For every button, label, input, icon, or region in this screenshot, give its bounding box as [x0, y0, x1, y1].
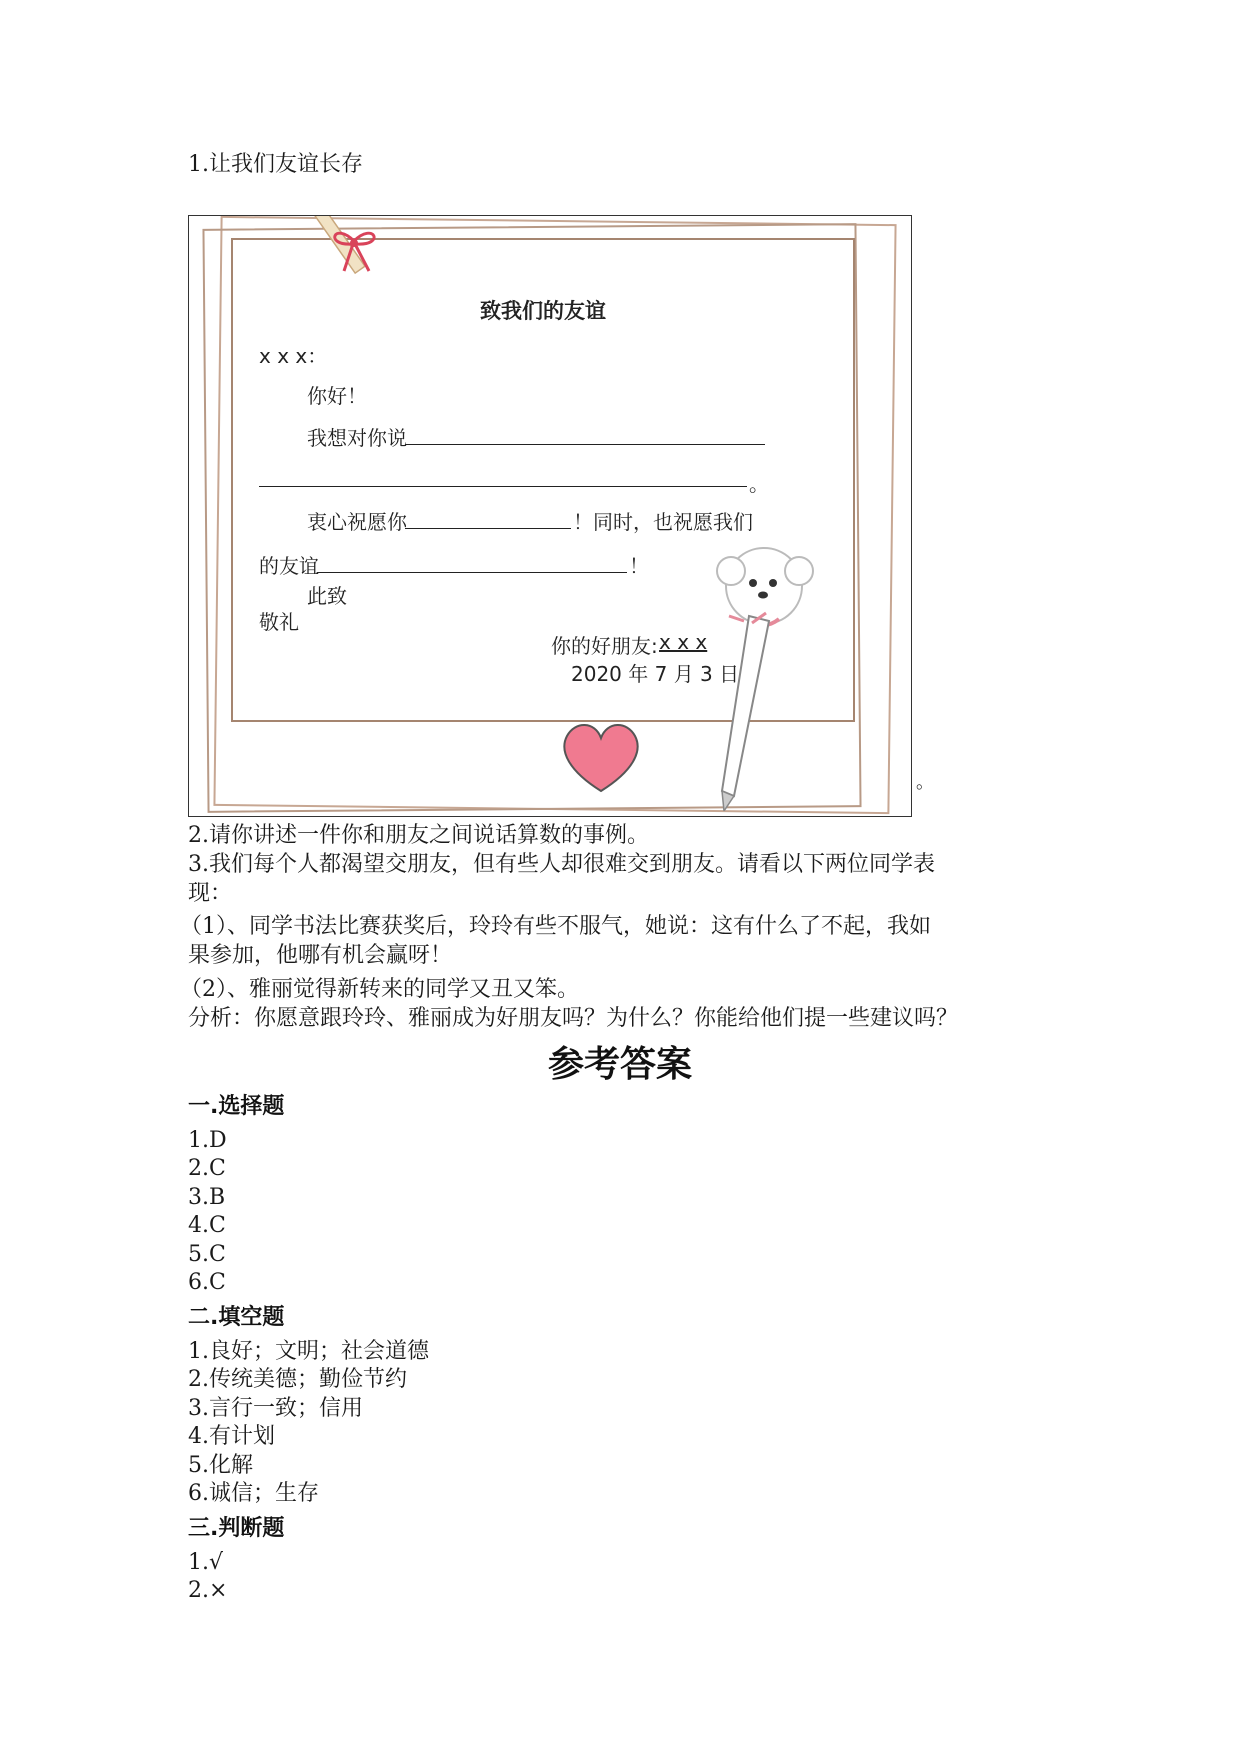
- section-2-answer: 2.传统美德；勤俭节约: [188, 1367, 407, 1392]
- pencil-icon: [704, 611, 784, 811]
- friendship-blank-line: [317, 572, 627, 573]
- section-3-answer: 2.×: [188, 1578, 228, 1603]
- signature-label: 你的好朋友:: [551, 634, 658, 658]
- letter-card-illustration: [188, 215, 912, 817]
- friendship-end-mark: ！: [629, 554, 649, 578]
- section-3-heading: 三.判断题: [188, 1516, 285, 1541]
- section-1-heading: 一.选择题: [188, 1094, 285, 1119]
- say-blank-line: [405, 444, 765, 445]
- section-1-answer: 6.C: [188, 1270, 226, 1295]
- letter-wish-mid: ！同时，也祝愿我们: [573, 510, 753, 534]
- heart-icon: [559, 716, 644, 796]
- say-blank-line-2: [259, 486, 747, 487]
- question-3-case-1-line-2: 果参加，他哪有机会赢呀！: [188, 943, 453, 968]
- letter-greeting: 你好！: [307, 384, 367, 408]
- question-2: 2.请你讲述一件你和朋友之间说话算数的事例。: [188, 823, 649, 848]
- letter-date: 2020 年 7 月 3 日: [571, 662, 740, 686]
- question-1: 1.让我们友谊长存: [188, 152, 363, 177]
- question-3-case-1-line-1: （1）、同学书法比赛获奖后，玲玲有些不服气，她说：这有什么了不起，我如: [180, 914, 931, 939]
- say-end-mark: 。: [749, 472, 769, 496]
- section-2-heading: 二.填空题: [188, 1305, 285, 1330]
- letter-say-label: 我想对你说: [307, 426, 407, 450]
- bow-ribbon-icon: [314, 216, 394, 286]
- signature-name: x x x: [659, 630, 708, 654]
- section-1-answer: 2.C: [188, 1156, 226, 1181]
- letter-salutation: x x x：: [259, 344, 328, 368]
- section-2-answer: 3.言行一致；信用: [188, 1396, 363, 1421]
- letter-closing-1: 此致: [307, 584, 347, 608]
- section-3-answer: 1.√: [188, 1550, 224, 1575]
- question-1-trailing-mark: 。: [916, 772, 934, 793]
- section-1-answer: 3.B: [188, 1185, 226, 1210]
- question-3-line-2: 现：: [188, 881, 233, 906]
- letter-friendship-label: 的友谊: [259, 554, 319, 578]
- letter-title: 致我们的友谊: [480, 299, 606, 323]
- section-2-answer: 1.良好；文明；社会道德: [188, 1339, 429, 1364]
- section-1-answer: 4.C: [188, 1213, 226, 1238]
- question-3-line-1: 3.我们每个人都渴望交朋友，但有些人却很难交到朋友。请看以下两位同学表: [188, 852, 935, 877]
- letter-wish-label: 衷心祝愿你: [307, 510, 407, 534]
- wish-blank-line: [405, 528, 571, 529]
- letter-closing-2: 敬礼: [259, 610, 299, 634]
- section-1-answer: 5.C: [188, 1242, 226, 1267]
- section-2-answer: 4.有计划: [188, 1424, 275, 1449]
- question-3-analysis: 分析：你愿意跟玲玲、雅丽成为好朋友吗？为什么？你能给他们提一些建议吗？: [188, 1006, 959, 1031]
- section-1-answer: 1.D: [188, 1128, 227, 1153]
- section-2-answer: 6.诚信；生存: [188, 1481, 319, 1506]
- question-3-case-2: （2）、雅丽觉得新转来的同学又丑又笨。: [180, 977, 579, 1002]
- section-2-answer: 5.化解: [188, 1453, 253, 1478]
- answer-title: 参考答案: [547, 1043, 692, 1085]
